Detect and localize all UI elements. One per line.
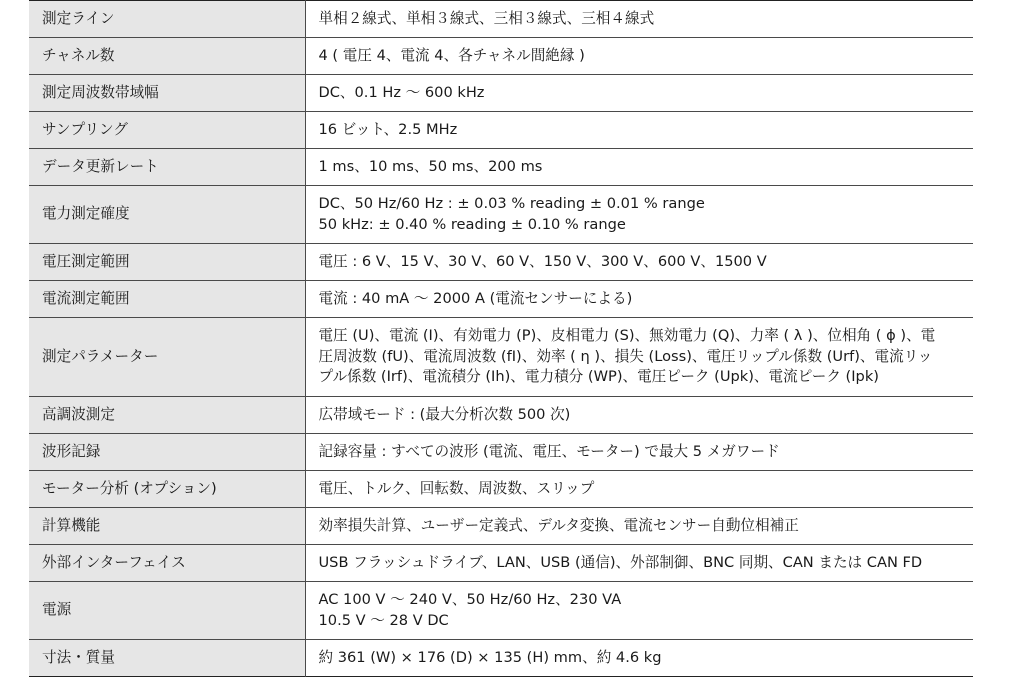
spec-label: 寸法・質量 [29,640,305,677]
spec-value-line: AC 100 V ～ 240 V、50 Hz/60 Hz、230 VA [318,591,622,608]
spec-label: 電力測定確度 [29,186,305,244]
spec-row-power-accuracy [29,186,973,244]
spec-row-frequency-bandwidth [29,75,973,112]
spec-value [305,640,973,677]
spec-row-harmonics [29,397,973,434]
spec-value [305,281,973,318]
spec-row-calculation [29,508,973,545]
spec-label: 外部インターフェイス [29,545,305,582]
spec-value-line: 電圧 (U)、電流 (I)、有効電力 (P)、皮相電力 (S)、無効電力 (Q)、力率 ( λ )、位相角 ( ϕ )、電 [318,327,936,345]
spec-value [305,508,973,545]
spec-row-sampling [29,112,973,149]
spec-row-voltage-range [29,244,973,281]
spec-label: データ更新レート [29,149,305,186]
spec-label: サンプリング [29,112,305,149]
spec-value-line: 4 ( 電圧 4、電流 4、各チャネル間絶縁 ) [318,46,585,64]
spec-row-dimensions-weight [29,640,973,677]
spec-value-line: 電圧、トルク、回転数、周波数、スリップ [318,479,595,497]
spec-value-line: DC、50 Hz/60 Hz : ± 0.03 % reading ± 0.01 % range [318,195,705,212]
spec-value [305,38,973,75]
spec-value-line: 記録容量 : すべての波形 (電流、電圧、モーター) で最大 5 メガワード [318,442,780,460]
spec-value-line: 16 ビット、2.5 MHz [318,120,458,138]
spec-row-interfaces [29,545,973,582]
spec-label: 計算機能 [29,508,305,545]
spec-label: 波形記録 [29,434,305,471]
spec-row-current-range [29,281,973,318]
spec-label: 測定周波数帯域幅 [29,75,305,112]
spec-value-line: 電圧 : 6 V、15 V、30 V、60 V、150 V、300 V、600 V、1500 V [318,252,767,270]
spec-value-line: DC、0.1 Hz ～ 600 kHz [318,83,485,101]
spec-value-line: 広帯域モード : (最大分析次数 500 次) [318,405,571,423]
spec-value [305,1,973,38]
spec-value-line: 単相２線式、単相３線式、三相３線式、三相４線式 [318,9,655,27]
spec-label: チャネル数 [29,38,305,75]
spec-value-line: 10.5 V ～ 28 V DC [318,611,449,629]
spec-value-line: 効率損失計算、ユーザー定義式、デルタ変換、電流センサー自動位相補正 [318,516,799,534]
spec-label: 高調波測定 [29,397,305,434]
spec-value [305,471,973,508]
spec-value [305,434,973,471]
spec-row-update-rate [29,149,973,186]
spec-label: 電源 [29,582,305,640]
spec-value [305,397,973,434]
spec-row-motor-analysis [29,471,973,508]
spec-value-line: プル係数 (Irf)、電流積分 (Ih)、電力積分 (WP)、電圧ピーク (Upk)、電流ピーク (Ipk) [318,368,879,386]
spec-value-line: 1 ms、10 ms、50 ms、200 ms [318,157,543,175]
spec-value [305,318,973,397]
spec-row-channels [29,38,973,75]
spec-value [305,244,973,281]
spec-value [305,149,973,186]
spec-value [305,545,973,582]
spec-value-line: 圧周波数 (fU)、電流周波数 (fI)、効率 ( η )、損失 (Loss)、電圧リップル係数 (Urf)、電流リッ [318,347,933,365]
spec-label: 電流測定範囲 [29,281,305,318]
spec-row-measurement-lines [29,1,973,38]
spec-value [305,186,973,244]
spec-row-power-supply [29,582,973,640]
spec-label: 測定パラメーター [29,318,305,397]
spec-value-line: USB フラッシュドライブ、LAN、USB (通信)、外部制御、BNC 同期、CAN または CAN FD [318,553,923,571]
spec-value-line: 50 kHz: ± 0.40 % reading ± 0.10 % range [318,215,626,233]
spec-value-line: 約 361 (W) × 176 (D) × 135 (H) mm、約 4.6 kg [318,648,662,666]
spec-label: 電圧測定範囲 [29,244,305,281]
spec-value [305,582,973,640]
spec-label: モーター分析 (オプション) [29,471,305,508]
spec-value [305,75,973,112]
spec-row-measurement-parameters [29,318,973,397]
spec-row-waveform-recording [29,434,973,471]
spec-label: 測定ライン [29,1,305,38]
spec-value-line: 電流 : 40 mA ～ 2000 A (電流センサーによる) [318,289,633,307]
spec-value [305,112,973,149]
spec-table [29,0,973,677]
